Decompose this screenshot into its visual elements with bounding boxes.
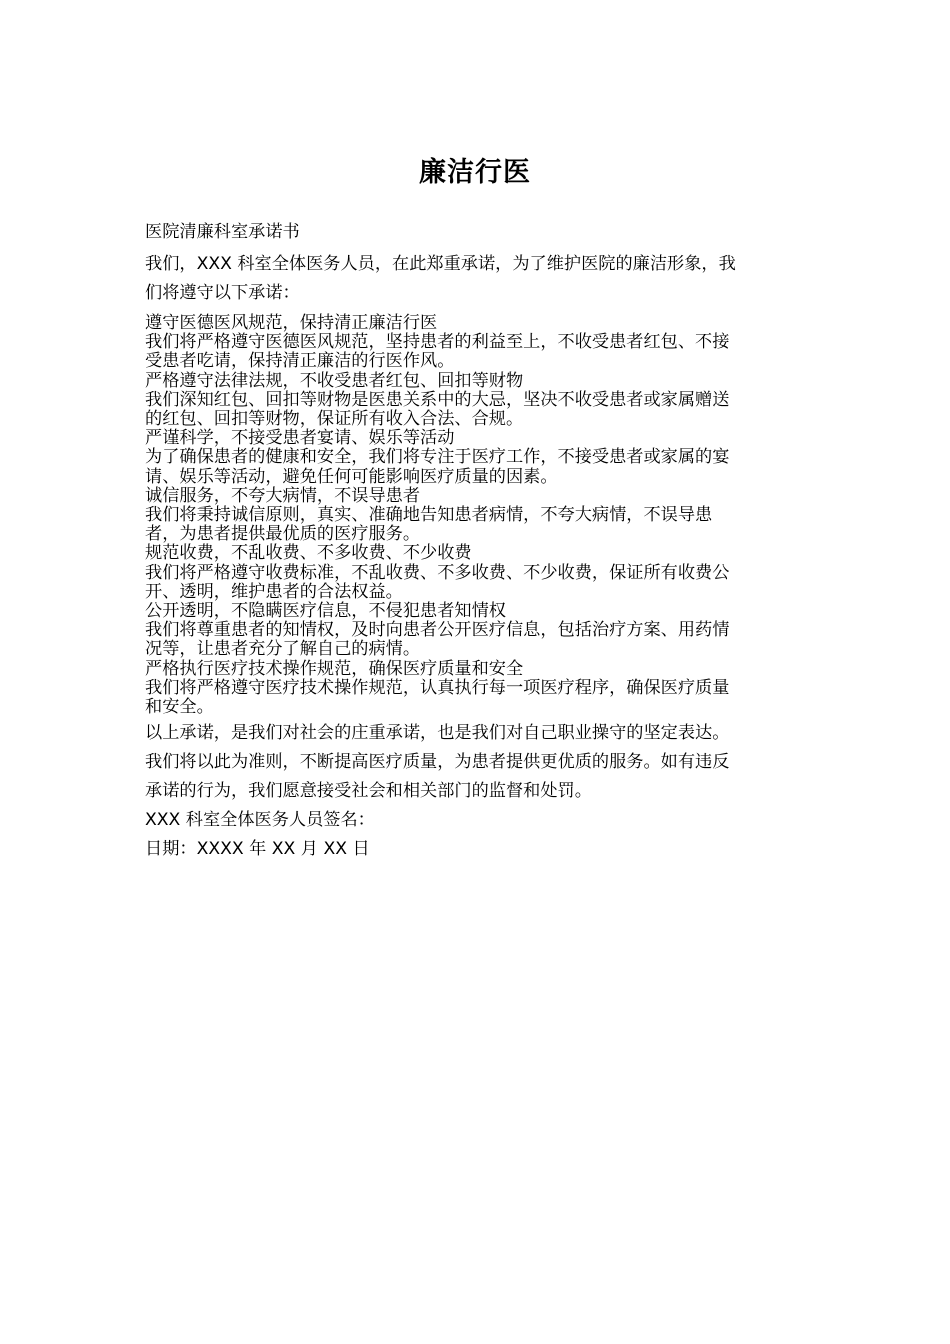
commitment-heading: 严谨科学，不接受患者宴请、娱乐等活动 [145, 428, 455, 449]
commitment-heading: 规范收费，不乱收费、不多收费、不少收费 [145, 543, 472, 564]
commitment-text-line: 我们将严格遵守医德医风规范，坚持患者的利益至上，不收受患者红包、不接 [145, 332, 730, 353]
document-subtitle: 医院清廉科室承诺书 [145, 222, 300, 242]
commitment-text-line: 我们将秉持诚信原则，真实、准确地告知患者病情，不夸大病情，不误导患 [145, 505, 713, 526]
commitment-heading: 严格执行医疗技术操作规范，确保医疗质量和安全 [145, 658, 524, 679]
document-body [145, 218, 809, 864]
signature-line: XXX 科室全体医务人员签名： [145, 810, 375, 831]
commitment-heading: 诚信服务，不夸大病情，不误导患者 [145, 485, 421, 506]
commitment-text-line: 我们将尊重患者的知情权，及时向患者公开医疗信息，包括治疗方案、用药情 [145, 620, 730, 641]
closing-paragraph [145, 719, 809, 864]
intro-line: 我们，XXX 科室全体医务人员，在此郑重承诺，为了维护医院的廉洁形象，我 [145, 254, 736, 274]
commitment-heading: 公开透明，不隐瞒医疗信息，不侵犯患者知情权 [145, 601, 506, 622]
document-title: 廉洁行医 [419, 157, 531, 188]
commitment-text-line: 我们将严格遵守收费标准，不乱收费、不多收费、不少收费，保证所有收费公 [145, 562, 730, 583]
commitment-text-line: 为了确保患者的健康和安全，我们将专注于医疗工作，不接受患者或家属的宴 [145, 447, 730, 468]
closing-line: 我们将以此为准则，不断提高医疗质量，为患者提供更优质的服务。如有违反 [145, 752, 730, 773]
commitment-text-line: 受患者吃请，保持清正廉洁的行医作风。 [145, 351, 455, 372]
commitment-heading: 遵守医德医风规范，保持清正廉洁行医 [145, 313, 438, 333]
commitment-list [145, 314, 809, 717]
commitment-heading: 严格遵守法律法规，不收受患者红包、回扣等财物 [145, 370, 524, 391]
intro-paragraph [145, 250, 809, 308]
commitment-text-line: 者，为患者提供最优质的医疗服务。 [145, 524, 421, 545]
commitment-text-line: 况等，让患者充分了解自己的病情。 [145, 639, 421, 660]
date-line: 日期：XXXX 年 XX 月 XX 日 [145, 839, 370, 860]
commitment-text-line: 我们深知红包、回扣等财物是医患关系中的大忌，坚决不收受患者或家属赠送 [145, 389, 730, 410]
intro-line: 们将遵守以下承诺： [145, 283, 300, 303]
commitment-text-line: 的红包、回扣等财物，保证所有收入合法、合规。 [145, 409, 524, 430]
commitment-text-line: 开、透明，维护患者的合法权益。 [145, 581, 403, 602]
closing-line: 以上承诺，是我们对社会的庄重承诺，也是我们对自己职业操守的坚定表达。 [145, 723, 730, 744]
commitment-text-line: 和安全。 [145, 697, 214, 718]
commitment-text-line: 请、娱乐等活动，避免任何可能影响医疗质量的因素。 [145, 466, 558, 487]
closing-line: 承诺的行为，我们愿意接受社会和相关部门的监督和处罚。 [145, 781, 592, 802]
commitment-text-line: 我们将严格遵守医疗技术操作规范，认真执行每一项医疗程序，确保医疗质量 [145, 677, 730, 698]
